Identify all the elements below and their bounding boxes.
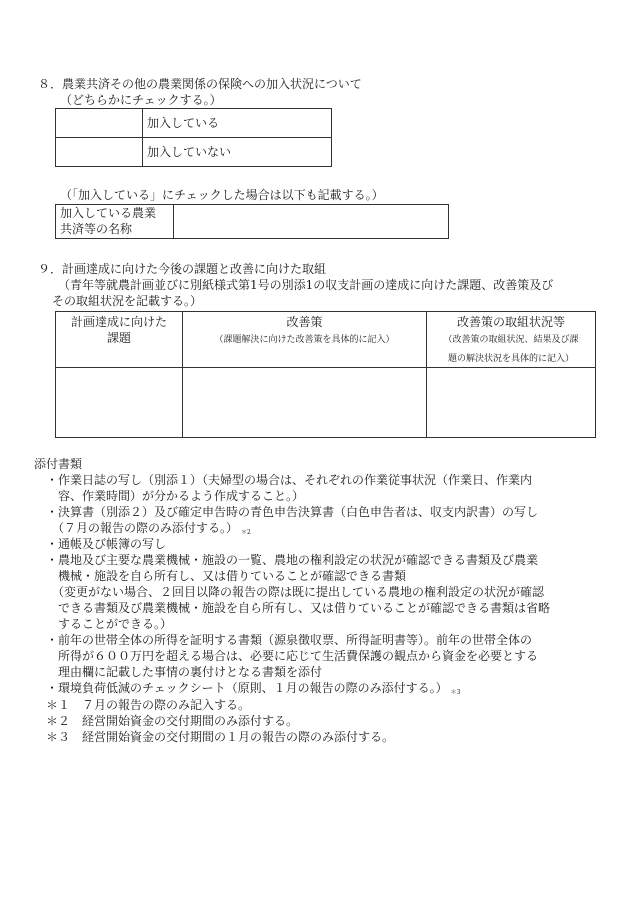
attachment-item-4-line2: 機械・施設を自ら所有し、又は借りていることが確認できる書類 [46, 569, 407, 583]
attachment-item-4-line1: ・農地及び主要な農業機械・施設の一覧、農地の権利設定の状況が確認できる書類及び農業 [46, 553, 539, 567]
attachment-item-2-line1: ・決算書（別添２）及び確定申告時の青色申告決算書（白色申告者は、収支内訳書）の写し [46, 505, 539, 519]
attachment-item-5-line3: 理由欄に記載した事情の裏付けとなる書類を添付 [46, 665, 323, 679]
measure-input-cell[interactable] [183, 368, 427, 438]
checkbox-not-insured[interactable] [56, 138, 143, 167]
attachment-item-3: ・通帳及び帳簿の写し [46, 537, 167, 551]
improvement-table [55, 311, 596, 438]
attachment-item-2-line2-text: （７月の報告の際のみ添付する。） [46, 521, 239, 535]
footnote-2: ＊２ 経営開始資金の交付期間のみ添付する。 [46, 714, 299, 728]
insurer-name-value [174, 205, 448, 209]
attachment-item-4-line5: することができる。） [46, 617, 173, 631]
col-progress-subtitle-line1: （改善策の取組状況、結果及び課 [443, 335, 579, 345]
footnote-3: ＊３ 経営開始資金の交付期間の１月の報告の際のみ添付する。 [46, 730, 395, 744]
footnote-1: ＊１ ７月の報告の際のみ記入する。 [46, 698, 251, 712]
attachment-item-5-line2: 所得が６００万円を超える場合は、必要に応じて生活費保護の観点から資金を必要とする [46, 649, 539, 663]
footnote-mark-3: ＊3 [450, 689, 461, 696]
attachment-item-4-line4: できる書類及び農業機械・施設を自ら所有し、又は借りていることが確認できる書類は省略 [46, 601, 551, 615]
col-progress-header [427, 312, 596, 368]
option-not-insured-label: 加入していない [147, 145, 232, 159]
col-measure-subtitle: （課題解決に向けた改善策を具体的に記入） [214, 335, 395, 345]
section9-desc-line1: （青年等就農計画並びに別紙様式第1号の別添1の収支計画の達成に向けた課題、改善策及び [58, 278, 554, 292]
attachment-item-6-text: ・環境負荷低減のチェックシート（原則、１月の報告の際のみ添付する。） [46, 681, 448, 695]
insurer-name-table [55, 204, 449, 239]
attachment-item-5-line1: ・前年の世帯全体の所得を証明する書類（源泉徴収票、所得証明書等）。前年の世帯全体の [46, 633, 533, 647]
col-issue-header-line2: 課題 [106, 331, 131, 345]
section9-heading: ９．計画達成に向けた今後の課題と改善に向けた取組 [38, 262, 327, 276]
col-progress-subtitle-line2: 題の解決状況を具体的に記入） [447, 354, 574, 364]
option-not-insured [143, 138, 332, 167]
col-measure-header [183, 312, 427, 368]
footnote-mark-2: ＊2 [241, 529, 251, 536]
option-insured [143, 109, 332, 138]
insurer-name-label [56, 205, 174, 239]
attachment-item-1-line1: ・作業日誌の写し（別添１）（夫婦型の場合は、それぞれの作業従事状況（作業日、作業内 [46, 473, 533, 487]
option-insured-label: 加入している [147, 116, 220, 130]
insurer-name-label-line2: 共済等の名称 [60, 222, 133, 236]
col-progress-title: 改善策の取組状況等 [456, 315, 565, 329]
section8-heading: ８．農業共済その他の農業関係の保険への加入状況について [38, 77, 362, 91]
col-measure-title: 改善策 [286, 315, 323, 329]
insurer-name-field[interactable] [174, 205, 449, 239]
attachment-item-1-line2: 容、作業時間）が分かるよう作成すること。） [46, 489, 305, 503]
section8-instruction: （どちらかにチェックする。） [60, 93, 222, 107]
col-issue-header [56, 312, 183, 368]
insurer-name-label-line1: 加入している農業 [60, 206, 157, 220]
attachments-heading: 添付書類 [34, 457, 83, 471]
section9-desc-line2: その取組状況を記載する。） [52, 294, 203, 308]
section8-note: （「加入している」にチェックした場合は以下も記載する。） [60, 188, 384, 202]
insurance-status-table [55, 108, 332, 167]
col-issue-header-line1: 計画達成に向けた [70, 315, 167, 329]
progress-input-cell[interactable] [427, 368, 596, 438]
attachment-item-4-line3: （変更がない場合、２回目以降の報告の際は既に提出している農地の権利設定の状況が確認 [46, 585, 545, 599]
checkbox-insured[interactable] [56, 109, 143, 138]
issue-input-cell[interactable] [56, 368, 183, 438]
